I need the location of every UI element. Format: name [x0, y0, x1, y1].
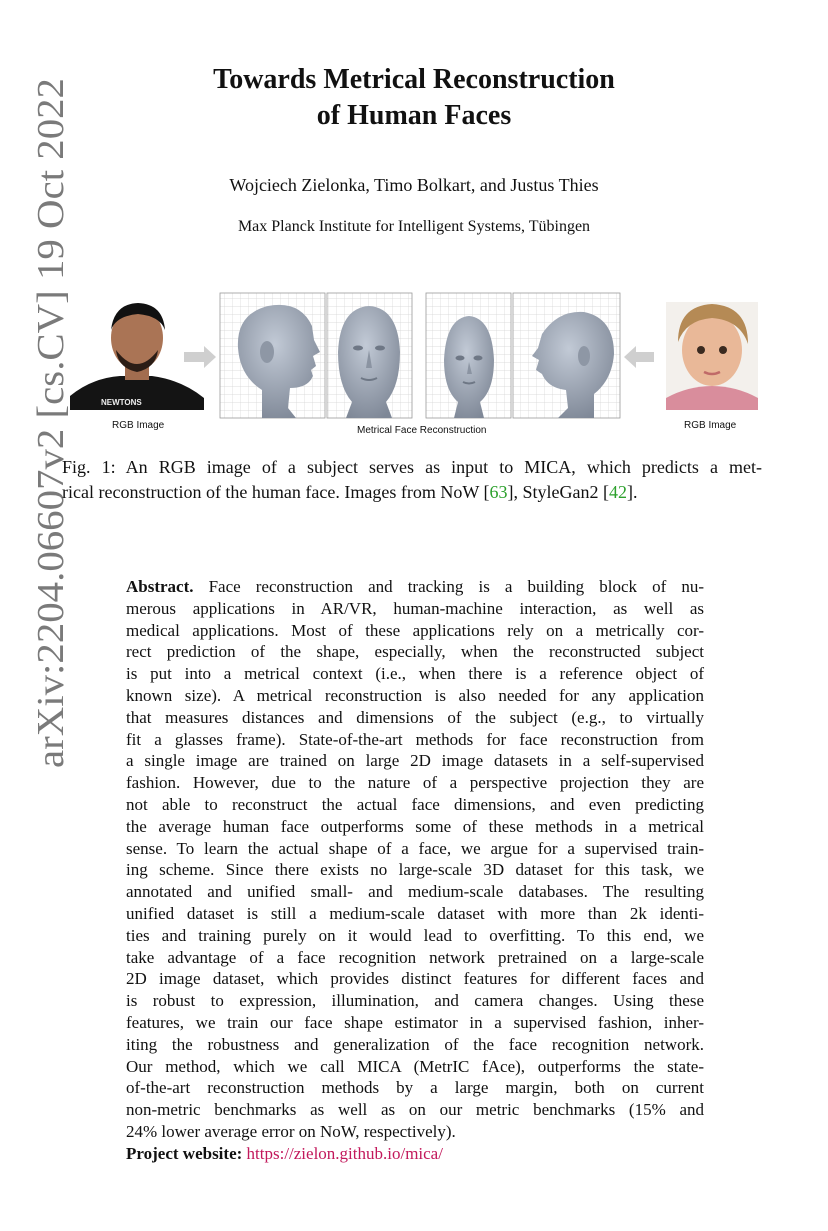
- abstract-line: 2D image dataset, which provides distinct features for different faces and: [126, 969, 704, 989]
- abstract: [126, 576, 704, 1165]
- caption-text-c: ].: [626, 482, 638, 502]
- abstract-line: fit a glasses frame). State-of-the-art methods for face reconstruction from: [126, 729, 704, 749]
- abstract-heading: Abstract.: [126, 577, 194, 596]
- paper-title-line-2: of Human Faces: [316, 100, 512, 131]
- caption-line-1: Fig. 1: An RGB image of a subject serves as input to MICA, which predicts a met-: [62, 457, 762, 477]
- abstract-line: medical applications. Most of these applications rely on a metrically cor-: [126, 620, 704, 640]
- abstract-line: ing scheme. Since there exists no large-scale 3D dataset for this task, we: [126, 860, 704, 880]
- abstract-line: take advantage of a face recognition network pretrained on a large-scale: [126, 947, 704, 967]
- abstract-line: fashion. However, due to the nature of a perspective projection they are: [126, 773, 704, 793]
- abstract-line-last: 24% lower average error on NoW, respectively).: [126, 1121, 456, 1141]
- caption-line-2: [62, 480, 762, 505]
- abstract-line: ties and training purely on it would lead to overfitting. To this end, we: [126, 925, 704, 945]
- abstract-line: known size). A metrical reconstruction is also needed for any application: [126, 685, 704, 705]
- authors: Wojciech Zielonka, Timo Bolkart, and Justus Thies: [229, 175, 599, 195]
- project-website-link[interactable]: https://zielon.github.io/mica/: [246, 1143, 443, 1163]
- abstract-line: non-metric benchmarks as well as on our metric benchmarks (15% and: [126, 1100, 704, 1120]
- label-rgb-image-left: RGB Image: [112, 420, 165, 431]
- abstract-line: sense. To learn the actual shape of a face, we argue for a supervised train-: [126, 838, 704, 858]
- abstract-line: rect prediction of the shape, especially, when the reconstructed subject: [126, 642, 704, 662]
- abstract-line: features, we train our face shape estimator in a supervised fashion, inher-: [126, 1012, 704, 1032]
- abstract-first-text: Face reconstruction and tracking is a building block of nu-: [193, 577, 704, 596]
- input-photo-man: [70, 302, 204, 410]
- caption-text-a: rical reconstruction of the human face. Images from NoW [: [62, 482, 490, 502]
- abstract-line: Our method, which we call MICA (MetrIC fAce), outperforms the state-: [126, 1056, 704, 1076]
- label-metrical-face-reconstruction: Metrical Face Reconstruction: [357, 425, 487, 436]
- project-website-label: Project website:: [126, 1143, 243, 1163]
- abstract-body: [126, 598, 704, 1121]
- abstract-line: of-the-art reconstruction methods by a large margin, both on current: [126, 1078, 704, 1098]
- caption-text-b: ], StyleGan2 [: [507, 482, 609, 502]
- abstract-line-first: [126, 576, 704, 598]
- label-rgb-image-right: RGB Image: [684, 420, 737, 431]
- citation-63-link[interactable]: 63: [489, 482, 508, 502]
- paper-title-line-1: Towards Metrical Reconstruction: [213, 64, 615, 95]
- abstract-line: is robust to expression, illumination, and camera changes. Using these: [126, 991, 704, 1011]
- arrow-left-icon: [624, 346, 654, 368]
- arxiv-stamp-text: arXiv:2204.06607v2 [cs.CV] 19 Oct 2022: [30, 126, 72, 768]
- abstract-line: a single image are trained on large 2D image datasets in a self-supervised: [126, 751, 704, 771]
- teaser-figure: [64, 290, 764, 440]
- figure-caption: [62, 455, 762, 505]
- project-website-line: [126, 1143, 704, 1165]
- paper-title: [0, 62, 828, 134]
- shirt-text: NEWTONS: [101, 398, 142, 407]
- citation-42-link[interactable]: 42: [608, 482, 627, 502]
- abstract-line: is put into a metrical context (i.e., when there is a reference object of: [126, 664, 704, 684]
- abstract-line: unified dataset is still a medium-scale dataset with more than 2k identi-: [126, 903, 704, 923]
- affiliation: Max Planck Institute for Intelligent Systems, Tübingen: [237, 218, 591, 235]
- input-photo-child: [666, 302, 758, 410]
- abstract-line: merous applications in AR/VR, human-machine interaction, as well as: [126, 598, 704, 618]
- abstract-line: annotated and unified small- and medium-scale databases. The resulting: [126, 882, 704, 902]
- abstract-line: not able to reconstruct the actual face dimensions, and even predicting: [126, 794, 704, 814]
- abstract-line: iting the robustness and generalization of the face recognition network.: [126, 1034, 704, 1054]
- abstract-line: the average human face outperforms some of these methods in a metrical: [126, 816, 704, 836]
- abstract-line: that measures distances and dimensions of the subject (e.g., to virtually: [126, 707, 704, 727]
